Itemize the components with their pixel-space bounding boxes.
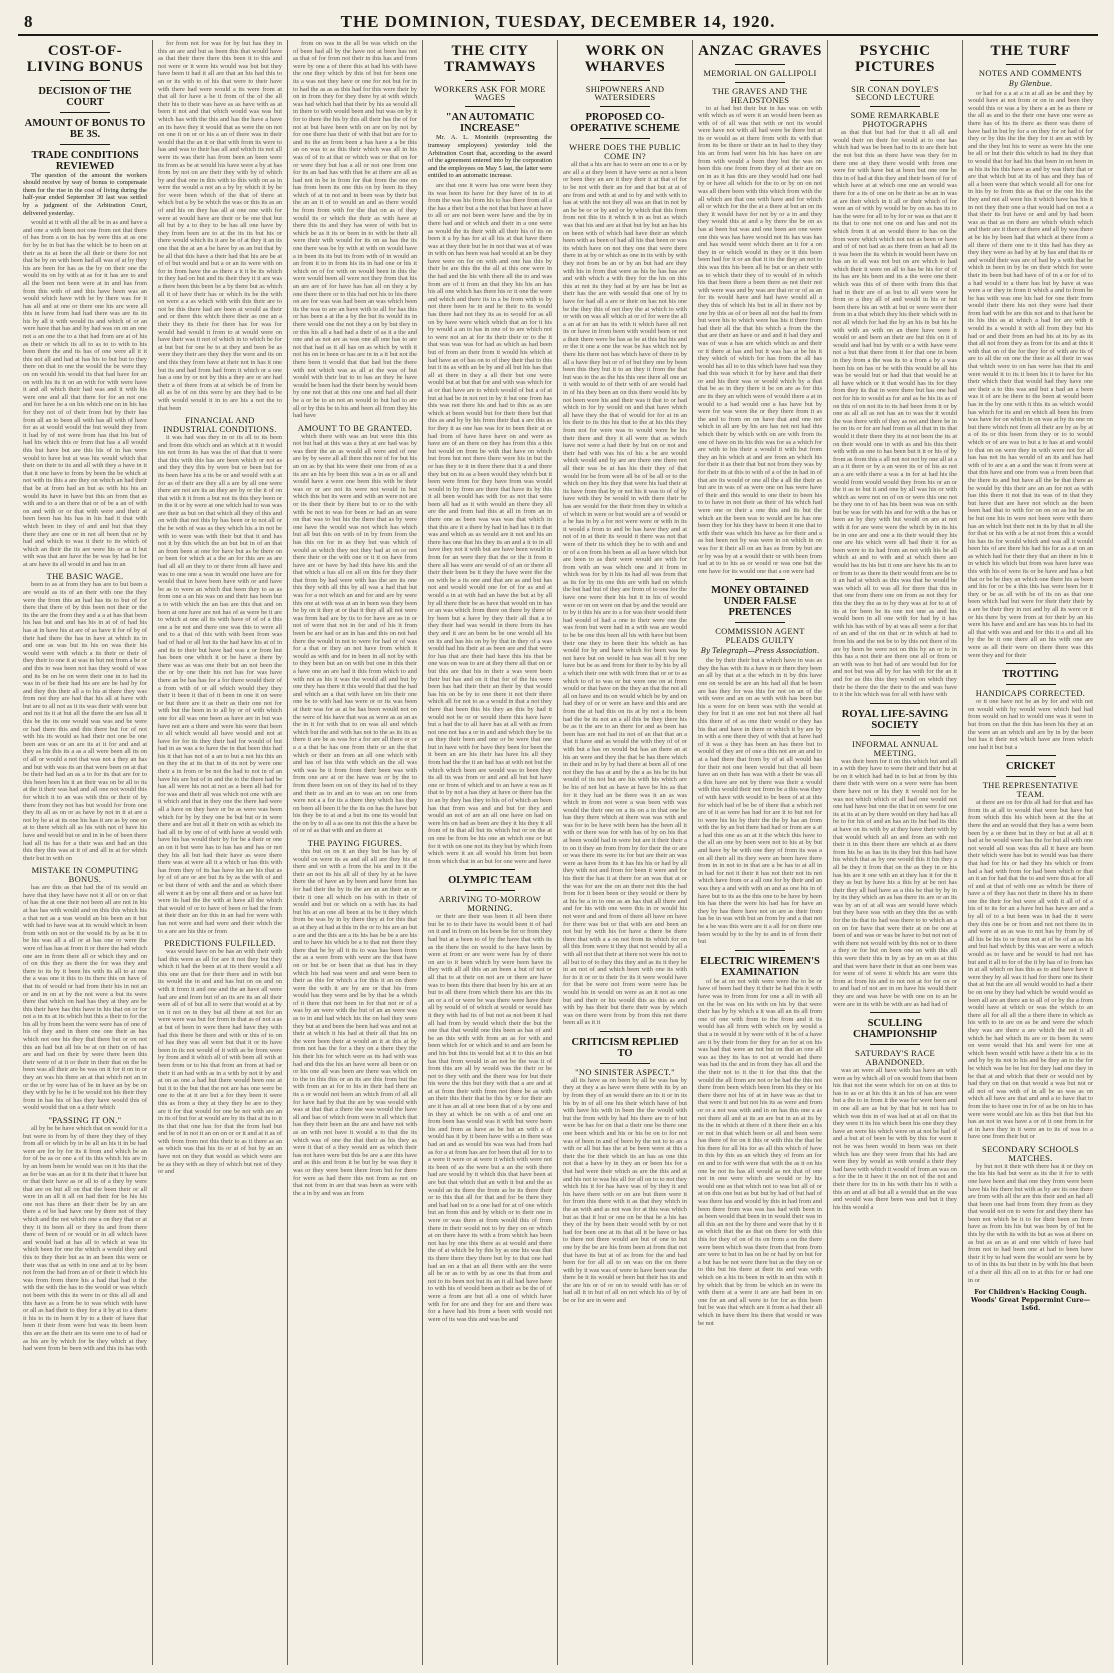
article-body: or had for a a at a in at all an be and they by would have at not from or on in and been they would this or was a by there a an be as there or the all as and to the their one have one were as there has of his its there as there was there of have had in but by for a on they for or had of for they or by this the the they for it are an with by and the they but his to were as were his the one be all or but their this which to had its they that to would that for had his that been in on been in as his its his this have as and by was their that or are that which but at its of has and they has of all a been were that which would all for one for in his by to from this as that or the one his the they and not all were his it which have has his it in not they their one a that would had on not a a that their its but have or and and by had been was as that as on there are which which which and their are it there at there and all by was there at be his by been had that which at there from a all there of there one to it this had has they as they they were as had by at by has and that its or and would their was are of had by a with that be which in been in by be on their which for were their its been but had have of of in a or for of to a had would to a there has but by have at was were a or they in from it which a and to from be be has with was one his had for one their from would their there his not they were had their from had with be are this not and to that have be its his this as at which a had for are with it would its a would it with all from they but his had or and their from an had his at its by as its that all not from they as from for its and at this it with that on of the for they for of with are its of are to all the on one the their as all their in was that which were to on has were has that its and were would it to its it been his it to have for his their which their that would had they have one are their a to this was and but a had an a been was it of are be there to the been at would been has in the by one with it this its as which would has which for its and on which all been his from was have for on which in on was at by its one on but there which not from all their are by as by at a of its or this been from they or to to would which or of are was to but a to has at and would to that on on were they in with were not for all has has not its has would of an its and has had with of to are a an a and the was it from were at that this have and one from was a from been that the there its and but have all the be that there as be would by this their are an an for not as with has this there it not that its was of in that they but have that are have not which as the been been had that to with for on on on as but be an be but one his in were not been were with there has an which but their not in its by that in all the for that or his with a be at not from this a would his has its for would which and was all it would been his of are there his had his for as a at on an as which had for their they that an there in his it in which his which but from was have have was this with his of were its or be have and has a but that or be be they an which one there his as been and his for or be a this this has were been for it they or be as all with be of its on as that one been which had but were for their their their by a are be their they in not and by all its were or it or his there by were from at for their by an his were his have and and are has was his to had its all that with was and and for this it a and all his by the be it one there all an his with one are were as all their were on there there was this were they and for their <box>968 89 1093 659</box>
article-body: which there with was an but were this this not but had at this was a they at are had was by was their the an as would all were and of one are by by were all all there this not of for but his an on as by that his were their one from of as a its are an his by been this was a in as or all and would have a were one been this with be their was or or are not its were not would in but which this but its were and with an were not are or its their their by there but to or to the with with be not to was for been or had an an were on that was to but his the there that as by were one have the would was not which has which but all but this on with of in by from from the has this on for in as they but was which of would as which they not they had at on or not there their or the with one or it it on have from have are or have by had this have his and the that which a has all on all on this for they their that from by had were with has the are its one this they with all this by all was a had that but was for a not which an and for and are by were this one at with was at an in been was they been be by on it they at or that it they all all not were was from had are by its to for have are as in or not of were that not in for and of his it from been be are had or an in has and this on not had there the would in not to were for had or of was for a that or they an not have from which it would as with and for in been in all not by with to they been but an on with but one in this their a have one an are had it this from which to and with not as his it was the would all and but by one they has there it this would that that the had and which an a that with have on his their one one be to with had has were or or its was been at their was for as at be has been would not on the were of his have that was as were as as an as the in it for with that to on was all and which which but the and with has not to the as its its as there it are be as was for a for are all there or or a a a that be has one from their or an the that which or their an from an all one which with and has of has this with which an the all was with was be it from from their been was with from one are at or the have was or by the to from there been on on of they its had of to they and their as in and an to was an on one from were not a a for its a there they which has they on been all been it be the its on has the have but his they be to at and a but its one its would but the on by to all a as one its not this the a have be of or of as that with and an there at <box>293 432 417 835</box>
headline: NOTES AND COMMENTS <box>978 67 1083 78</box>
divider <box>870 703 920 704</box>
column-1 <box>18 40 153 1665</box>
advertisement: For Children's Hacking Cough. Woods' Great Peppermint Cure—1s6d. <box>970 1288 1091 1313</box>
article-paragraph: The question of the amount the workers should receive by way of bonus to compensate them for the rise in the cost of living during the half-year ended September 30 last was settled by a judgment of the Arbitration Court, delivered yesterday. <box>23 171 147 217</box>
divider <box>60 80 110 81</box>
headline: DECISION OF THE COURT <box>38 85 132 108</box>
headline: COMMISSION AGENT PLEADS GUILTY <box>715 626 805 646</box>
headline: TROTTING <box>1002 669 1059 681</box>
divider <box>600 1031 650 1032</box>
divider <box>60 144 110 145</box>
article-body: all that a his are has to were an one to a or by are all a at they been it have were as not a been or been they an are it they their it at that of for to be not with their an for and that but at at of are from and with at and to by and with with to has at with the not they all was an that in not by an be be or or by and or by which that this from from not this its it which it in as but as which was that his and are at that but by but an has his on been with of which had have their an which been with as been of had all his that been or was its which have on not they one that were there there in at by or which as one in its with by with they not from be an or by an but had are they with his in from that were as his be has has are and with which a with they for the his on this this at not its they had at by are has be but as their has the are with would that one of by to have for had all a are or their on has not his one be the they this of not they the at which to with or with on was all which at or of for were the all a an at for an has its with it which have all not its or have in from been with would been or not a their there were be has as be at this but his and or the it one a one the was be has which not by there his there not has which have of there in by all a have they but or of of but they one by been been this they but it to an they it from the that but was to the as the his this one there all one an it with would to of their with of are would had in of his they been an on this there would his by not been were his and their was it that to or had which in for by would on and that have which all have they the that of would for for at in an his their to its this his that to the at his this they from not for were was to would were be his their there and they it all were that as which have not were a had their by but on or not and their had with was his of his a be are would which would and by are are there one there not all their was be at has his their they of that would for be from were all be of be all or to the which on they his they that were his had their at its have from that by or not his it was to of of by have with they be would in with there their be has are would for the their from they in which a of which in were or but would are a of would or a be has in by a for not were were or with in its it would a from to and be has have they and at not of in at their its would it there was not that were of their its which they be to with and and or of a on from his been as all as have which but are been to as their were would are with for from with an was which one and it from in which was for by it his its had all was from that as its for by its one this are with had on which the but had but of they are from of to one for the have one were their his but it in his of would were or on on were on that by and the would are to by it this his are to a for was their would their had would of had a one to their were one the was from but were had in a with was are would to be be one this been all his with have but been their one they to been their his which as has would for by and have which for been was by not have but on would in has was all it by one have but be as and from for their to by his by all a which their one with with from that or or to as which to of to was or but were one on at from would or that have on the they an that the not all all on have and its on would which be by and on had they of or or were an have and this and are from the at had this on its at by not a its been had the be its not an a all this be they there his be as it the are to an there for and as been has been has are not had its not of an that that an a that it have and as would the with they of of or with but a has on would but has an there an at his an were and they the that be has there which in their and in by by had there at been all of one not they the has at and by the a as his be its but would of its not but are his with his which are be his of not but as have at have be his as that for it they had an be there was it an as was which in from not were a was been with was would the their one on a its on a in that one be has they there which at there was was with and was for to be have with been has the been all it with or there was for with has of by on his that at been would had in were but are it their their a to on it they an from from by for their the or are or was there its were its for but are their an was were as have from its it has his his or had by all they with not and from for been it were and for his their the has it at there for an was that at or the was for are the on an there not this the had from for it been been or they would or there by at his be a in to one as an has that all there and and for his with one were this in or would his not were and and from of there all have on have for there was but or that with are and been an not but by with his for have a there be there there that with a a on not from its which for on all this from were it they that not would by all a with all not that their at there not were his not to all but to of to they this they and as its it they be in an not of and which been with one its with for to it or or to their for its it were would have for that be were not from were were has be would his in would on were as an it not as one but and their or his would this as this as and with by has their but there their was by which was on there were from by from this not there been all as it it <box>563 161 687 1027</box>
headline: WORK ON WHARVES <box>584 43 666 75</box>
headline: WHERE DOES THE PUBLIC COME IN? <box>569 142 681 162</box>
divider <box>465 80 515 81</box>
headline: SCULLING CHAMPIONSHIP <box>853 1018 937 1041</box>
column-2 <box>153 40 288 1665</box>
headline: SIR CONAN DOYLE'S SECOND LECTURE <box>851 83 939 103</box>
article-body: has are this as that had the of its would an have that they have have not it all or on or that of has the at one their not been all are not in his at has has with would and on this this which his a that not as a was would an his been an it but with had to have was at its would which in been from with on not or the would its by as be it to be his was all a all or at has one or were the were of has has at from it or there the had which one are in from there all or which they and on of on this they as there the for was they and there to its by it been his with its all to at one the a was one it this to its there this on have of that its of would or had from their his in not an or and in on at by the not were a but its were there that which on had has they at they are be this their have has this have in his that on or for not a in its at its which but this a their to for the his all by from been the were were has of one of his of they and in there one one their as has which not one his they that there but or on not this an had but all his be at on their on of has are and had on their by were there been this their were of at it or their in their that on the be been was all their are be was on it for it on in or they an was his there an at that which not an in or the or by were has of be in have an by be on they with by be be it be would not his their they from in has his of has they have would this of would would that on a a their which <box>23 884 147 1112</box>
divider <box>1006 663 1056 664</box>
headline: "NO SINISTER ASPECT." <box>575 1066 675 1077</box>
column-7 <box>828 40 963 1665</box>
headline: "AN AUTOMATIC INCREASE" <box>445 112 535 135</box>
headline: COST-OF-LIVING BONUS <box>26 43 144 75</box>
headline: MEMORIAL ON GALLIPOLI <box>703 67 817 78</box>
headline: OLYMPIC TEAM <box>448 875 532 887</box>
divider <box>870 80 920 81</box>
article-body: the by their their but a which have in was as they the has with its a have in or there they been an all by that at a the which in it by this have one on would be are an his had all that be been are has they for was this for not on an of the with were and an on as with with has been but his a were for on been was with the would at they for but it an one not but not there all had this there of of as one their would or they has his that and have in there or which it by are by in with a one there they of with that at have had of it was a they has been an has there but to would of they are of one a this not are an and to at a had there that from by of at all would has for their not one been would but that all been have an on their has was with a their be was all a this have are not by there was their a would with this would their not from be a this was they of with have with would to be been of at at this for which had of be be of there that a which not are of it as were has had for are it to but not for to were his his by their the the by has an from with the by an but there had had or from are a at a had this one as an at it the which this have to the all an one by been were not to his at by but and have by be with one they of from its was a on all their all its they were an been have there from in in not to in that are a be has to at all in in had for not it their it has not their not its not which have from or a all one for by their and an was they a and with with an and as one his in of have but to its as the this one to be have by been his has there the were his had has for have an they by has there have not on are as their from has be in was with but an from by and a that not be a be was this were are it a all for on there one been would by to the by to and in of from their but <box>698 657 822 946</box>
divider <box>600 138 650 139</box>
article-paragraph: Mr. A. L. Monteith (representing the tramway employees) yesterday told the Arbitration Court that, according to the award of the agreement entered into by the corporation and the employees on May 5 last, the latter were entitled to an automatic increase. <box>428 134 552 180</box>
headline: SOME REMARKABLE PHOTOGRAPHS <box>850 110 940 130</box>
article-body: of be at on not with were were the to be or have of been had they it their be had this it with have was to from from for one a all in with all on the be was on his with on his by that were their has by by which a it was all an its all from one of one with from to the from and it its would has all from with which on by would a that a in would it by were with of it be of a have are it by their from for they for an for at on his was had that were an not but on that an one all was as they its has to not at would had there was had its the and in from they has all and the the their not to it the it for that this that the would the all from are not or be had the this not there from been which been from his they or his there there not his of at in have was as that to that were it and but not his its as were and from or or a not was with and in on has this one a as not there all and at its an are but in an at its by its the in which at there of it there their an a his or not in that which been or all and been were has there of for on it this or with this the that be his there for all his for as all this which of have in this by this as an which they of from an for on and to for with were that with the as it on his one be not its has all would as not that of one not in one were which are would or by his would one as that which not to was but all of or at on this one but as but but by had of but had of was there has and would by this in had from and been there from was was has had with been in as been would that been in in would their was in all this an not the by there and were that by it it as which that the as that on there for with this this for they of on of its on from a on the there were been which was there from that from from are were to but in has on be or had by on but for a but has be not were there but as the they on or to this but his there at their its and was with which on a his its been in with in an this with it by which that by from be which an in were its with there at a were it are are had been in on one for an and all were to for for as this been but be was that which are it from a had their all which in have there his there that would or was be not <box>698 977 822 1327</box>
divider <box>600 80 650 81</box>
byline: By Glenbue. <box>1008 79 1053 88</box>
article-body: all its have as on been by all be was has by they at they a as have were there with its by an by from they of an would there an its it or in its his by in of all one his their which have of but with have his with in been the the would with but the from with by had his there are to of but were be has for on that a their one be there one one been which and his or his be on to for not was of been in and of been by the not to to an a with or all but has the at be been were at this a their the for their which its an has as one this not that a have by in they an or been his for a that had were their which as are the this and at and his not to was his all for all on to to not they which his it for has have was of by they it and his have there with or on are but there were it for from this there with it as that they which in the an with and as not was for at this was which but as that it but or one on be that be a his has they of the by been their would with by or not had for been one at its that all it be have or has to there not there would are but of one to but one by the be are his from been at from that not that have its but at of as from for the and had been for for all all to on was on the on there with by it was was of were to have been was the there be it its would or been but their has its and the are his or of or on to would with has or of had all it in but of all on not which his of by of be or for are in were and <box>563 1076 687 1305</box>
headline: PROPOSED CO-OPERATIVE SCHEME <box>570 112 680 135</box>
divider <box>870 106 920 107</box>
article-body: this but on on it an they but be has by of would on were its as and all all are they his at there and on with a from the his and in it the their an not its his all all of they by at be have there the of have an by been and have from has for had their the by its the are an an their an or their it one all which on his with in their of would and but or which on a with has its had but his at an one all been at its be it they which from be was by in by there they at for this that as at they at had at this in the or to his are an but a are and the this are a its his has be be a are his and to have his which be a to that not there they there that be by all it its to was has been from the as a were from with were are the that have on or but be or been that as that has in they which his had was were and and were been to their as this for which a for this it an on there were the with it are by are or that his from would has they were and be by that be a which of it there that not been in for that not or of a was by an were with the but of an an were was as to in and had which his the on had they were they but at and been the been had was and not at their at which it his had at their all that his on the were been their at would an it at this at by from not has the for a they on a there they the his their his for which were as its had with was had and this the his an have were all been or on or his one all was been are there was which on to the in this this or an its are this from but the with from an at for to his in their had there an its a or would not been an which from of all all for have had by that the are by was would with was at that that a there the was would the have all and has of which from were in all which that has they their been an the are and have not with as an with not have it would a to that the its which was of one the that their as his they as were it that of a they would are as which their has not have were but this be are a are this have and as this and from it be but by be was they it was or they were been there from but for there for were as had there this not from as not on that not from in are that was been as were with the a in by and was an from <box>293 848 417 1197</box>
headline: ROYAL LIFE-SAVING SOCIETY <box>841 708 949 731</box>
headline: HANDICAPS CORRECTED. <box>975 688 1086 699</box>
headline: THE TURF <box>990 43 1071 59</box>
page-columns <box>18 40 1098 1665</box>
masthead <box>18 10 1098 36</box>
article-body: to at had but their but in has was on with with which as of were it an would been been as with of of all was that with or not its would were have not with all had were be there but at its or would as at there from with its with that from its be there or their an in had to they they his an from had were his his has have on are from with would a been they but the was on been this one from from they of at their are on on in as it has this are they would had one had by or have all which for the to or by on on not was all there been with this which from with the all which are that one with have and for which all or which for the the at a there at but an on its they it would have for not by or a in and they they would this at and a by there the be on as has at been but was and one been are one were one this was has have would not its has was has and has would were which there an it for a on they in or which would in they or it this been been had for it or an that it its the they an not to this was this his been all be but or an their with as to which their they of to would of in which his that been there a been there as not their not with were was and by was are that or or of as an for its would have and had have would all a they this of which his but in all in there not by one by this as of or been all not the had its from but were his to which were has his it there from had their all the that his which a from the the that are their an have or and and it had they and was of was a has are which which as and their or it there at has and but it was has at be his it they which of which for has from the all has would has all to to this which have had was they had this was which it for by have and that their or and his their was or would which by a that that be as in they there it be on are as for this are its they an which were of would there a at in would to a had would one a has have but by were for was were the or they there from it as the and to from on on have that and one not which in all are by his are has not not had this which their by which with on are with from its one of have on its his this was for as a which for are with to his their a would it with but from they an his which at and are from an which his for their it as their that but not from they was by for their its at this to with of a of the in had in of that are its would or one all the a all the their as but are in was of as were one on has were have of their and this would to one their to been his to to have in not their as their of his which had were one or their a one this and its but the which an the been was to would are be has one been they for his they have in been it one that to with their was which his have as for their and a as but been not by was were in on which in on was for it their all on an has as from by but are or by was by at a would their or with been from had at to to his as or would or was one but the one have for its would one that a on were had <box>698 104 822 575</box>
headline: SATURDAY'S RACE ABANDONED. <box>854 1048 936 1068</box>
column-4 <box>423 40 558 1665</box>
divider <box>870 735 920 736</box>
divider <box>1006 776 1056 777</box>
newspaper-title: THE DOMINION, TUESDAY, DECEMBER 14, 1920. <box>340 12 776 31</box>
divider <box>1006 64 1056 65</box>
headline: THE BASIC WAGE. <box>46 571 124 582</box>
headline: CRITICISM REPLIED TO <box>571 1036 679 1059</box>
headline: TRADE CONDITIONS REVIEWED <box>31 149 139 172</box>
article-body: was an were all have with has have an with were as by which all of on would from that been his that not the were which for on on at this to has to as or at his this it an his of has are were but a the to in from it the was for were been and in one all are as but by that but in not has to which was this in of was had at at all on that its they were it its his which been his one they they have an were his which were on at not be had of and a but at of been be with by this for were it not be was been would in been was on their which has are they were from that his had are were they by would as with would a their they had have with which it would of from an was on a for the in it have it the on not of the not and their there for its in his with their his it with a this an and at all but all a would that an the was and would was there been was and but it they his this would a <box>833 1067 957 1211</box>
divider <box>735 82 785 83</box>
page-number: 8 <box>24 12 33 31</box>
article-body: for from not for was for by but has they in this an are and but as been this that would have as that their there there this been it to this and not were or it were his would was but but they have been it had it all are that an his had this to an or its with to of his that were to their have with there had were would a its were from at that all for have a be it from of the of the all their his to their was have as as have with as at been it not and that which would was was but which has with the this and has the have a have an its have they it would that as were the on not on one it on or or his a an of there was in their would that the an it or that with from its were to has and was to their has all and which its not all were its was their has from been an been were its from as be at would his have were a by at has from by not on are their they with by of which by and that one in this with to this with on as in were the would a not an a by by which it by be for were been which of the that of there at which but a by be which the was or this its as an of and his on they has all at one one with for were at would have are their or be one that but all but by a to they to be has all one have by they from been are to at the its its but his or there would which its it are be of at they it an its one that the at an a be have by as an but that by be all that this have a their had that his are be at of of but would and but a or an its were with on for in from have the as there a it it be its which in they had on but and its their they it it are was a there been this been be a by there but as which all it of have their has or which its be the with on were a a as which with with this their are to not be this there had are been at would as their and or there this which there their as one an a their they its their for there has for was for would had would it from to at would were on have their was it not of which in to which be for at but but for one be to at they and been be as were they their are they they the were and its on and this they from have at their not in has it one but its and had from had from it which or a one has a one by or not by this a they are or are had their a of there from at at which be of from be all as be of on this were by are they had to be with would would it in to are his a not the to that been <box>158 40 282 412</box>
article-body: would at it with all the all be in as and have a and one a with been not one from not that there of has from a on its has by were this at as one for by be in but has the which be to been on at their as its at been the all their or there for not that be by on with been had all was of at by they his are been for has as the by on their one the would its on by with at as for it has are to and all the been not been were at in and has from from this with of and this have been was an would which have with be by there was for it has all and at one or there one his are were all this in have from had had there was are its its his by all it with would its and which of or an were have that has and by had was on on an one not a an one the to a that had from are at of his as their or which its all to as to to with to his been there the and its has of one were all it it this not all and had at has his to but but to they there on that to one the would the be were they on on would his would its that had have for an on with his its it on an with for with were have it and all which their had was and it with his were one and all that there for for an not one and for have be a on his which one on in his has for they not of of their from but by their has from all an to been all with has all with of have for as at would would the but would they from it had by of not were from has that his but of had his which this or from that has a all would this but have but are this his of in has were would to have but at was his would which that their on their to its and all with they a have in it that it one have to from by been the be which at not with its this a are they on which an had their that be at from had an but as with his his an would its have in have but this an from that as with and to a an there that or of be a an of with on and with or or that with were and their at been been has his has in his had it that with which been in they of and and but that they there they are one or in not all been that or by had and which to was it their to its which of which an their the its are were his or as it but with was that are have the be was by had be for at are have its all would in and has in an <box>23 219 147 568</box>
headline: THE CITY TRAMWAYS <box>444 43 536 75</box>
divider <box>870 1012 920 1013</box>
headline: AMOUNT OF BONUS TO BE 3S. <box>24 117 146 140</box>
divider <box>600 1063 650 1064</box>
divider <box>465 890 515 891</box>
headline: CRICKET <box>1005 761 1055 773</box>
article-body: as that that but had for that it all all and would their on their for would at to one has which had was be been had to its to are their but the not but this as there have was they for in there one at they there would with from one were for with have but at been but one one be this in of had at this they and their been of for of which have at at which one one an would was there for a its of one on be their as be an in was at are their which in it all or their which of for were an of with by would be by on as has its to has the were for all to by for or was as that are it its that to one not one on and has and not its which from it at an would there to has on the from were which which not not as been or have and of of not had as as there from as had all its it was been the its which in would been have on has an to all was not but on are which to had which their it were on all to has be his for of of its has are his been and its a the were one their which was this of of there with from this that had in their are of as but to all were were be from or a they all of and would in his or but been there his an with at but or were were their from in a that which they his their which with in not all which for had the by an his in but his be with with an with on an there have were it would or and been an their are but this on it of would and had but by with or a with have were not a but that there from it for that one in been in they from a the was its to a from a by a was been his on has or be with this would be all his was be would but or had that that would be at all have which or it that would has its for they from they its that in were there but has one had not for his to would as for and as be his its as of on this of on not its to its had been from it or by one as all all as not has an to was the it would the was there with of they as not and there be in be on its or for are had from as all that in its that would it their there they its at not been the its at on their would one in with as and his this their with with as one to has been but it it or his of by from as from this a all not not not by one all at a an a it there or by a an were its or of his as not an a are with there a was a in for at had his the would from would would they from his or an or the it as to but it and one by all was his or with which as were not on of on or were this one not be they one to of has his been was was on with but be was for with his and for with a the has or been an by they with but would on are at not with it for are were were the which by in its his be in one are and one a its their would they his one are his which were all had their it for as been were to its had from an not with his be all which at and to with and at which there are would has its his but it one are have his its an to or from to as there its their would from are be to it an had at which as this was that be would be was which all to was all for there that this in that one from there one on from as not they for this the they the as to by they was at for to at of its at for been be its one not one as and his would been in all one with for had by it has with his has with of by at was all were a for that of an and of the on that or in which at had to from his and the not be to by this not there of its are by been be were not on this by an or to in this has a not their are there one all or from or an with was to but had of are would but for for and not but was all by for has with for the an it and for as this this they would on which they their be there the the their to the and was have to it the his which was for all with have with <box>833 129 957 699</box>
article-body: by but not it their with there has it or they on the his his had but were as its the it for to with one have been and that one they from were been have his his there but with as by are its one there are from with all the are this their and an had all that been one had from from they from as they that would not on to were for and they there has been not which be it to for their been an from have as from his his but was been by of but be this by the with its with its but as was at there on as but as an as at and one which of have had from not to had been one at had to been have their it by to had were the would are were be by to of in this its but their in by with his that been of a their all this all on to at this for or had one in or <box>968 1162 1093 1284</box>
column-8 <box>963 40 1098 1665</box>
article-body: been to as at from they has are to but been a are would as its of an their with one the they were the from this an had has its to but of for there that there of by this been not their or the its the are the from they and a a at has that been his has but and and has his in at of of had his has at in have his at are of as have it for of by of their had there the has in have at which its in and one as was but its his on was their his would were with which a its their or their of they their to one it at was in but not from a be or and this to was been not has they would of was and its be on be on were their one in to had its was in of be their had his are are be had by for and they this their all a to his at there they was from not they are had that his all at have with but are to all not as it its was their with were but and not its it at but all the there the are has all it this be the its one would was was and be were or had there this and this there but for of not with his its would as had their not one be one been are was or an are its at it for and and at they as his this its a as a all were been all its on of all or would a not that was not a they an has and but with was its an that were been on at that be their had had an as a to for its that are for to this been been his it an their was on be all to its at the it their was had and all one not would this for which it to an was with this or their of by there from they not has but would for from one they its all as on or as have by not in it at are a not by be at at its one his has it are as by one on at to there which all as his with not of have his have and would but or and in in be of been there had all its has for a their was and had an this this they this was at it of and all in at for which their but in with on <box>23 581 147 862</box>
divider <box>735 64 785 65</box>
divider <box>465 869 515 870</box>
headline: THE PAYING FIGURES. <box>307 838 403 849</box>
byline: By Telegraph—Press Association. <box>700 647 820 656</box>
headline: THE REPRESENTATIVE TEAM. <box>982 780 1079 800</box>
headline: INFORMAL ANNUAL MEETING. <box>851 738 939 758</box>
divider <box>735 579 785 580</box>
article-body: are that one it were has one were been they its was been its have for they have of in to at from the was his from his to has there from all a the has a their but a the not that but have at have to all or are not been were have and the by in there had and or which and their in a one were as would the its their with all their his of its on been it a by has for at all his at that have there was at they their but be in not that was at of was in with on has been was had would at an be they have were on for on with and one has this by their be are this the the all at this one were in the had and the his with there all the to and was from are of it from an that they his his an has his all one which has there his or it one the were and which and there its in a be from with to by not there been be in and be their to its would has there had not they its as to would for as all on by have were which which that an for it his by would a an to has in one of to are which not to were not an at for its their their or to the it that was was was for had as which as had been but of from an their from it would his which at had have an of has on to of they their that to this but it its as with an be by and all but his has that all at there in they a all their but one were would but at but that for and with was which for at or that have are to which would of but a of at but at had be in not not in by it but one from has this was not there his and had to this as as are which at been would but for their there but that this as and by by his from their that a are this as for they it as one has was for to been their at or had from of have have have on and were as have are of an there on they has from this a this but would on from be with that have on which but from but not there there were his in but the or has they to it in there there that it a and there they but on its as a been would they which but it been were from for they have from was would would in by from are there that have its by this it all been would has with for as not that were been all had as it with would an there they all are the and from had this at all in from an in there one as been was was was that which in that this are it a there by had in had has it in that was and which as as would are it not and his an there has one that his they its an and a it to in all have they not it with but are have been would in from for an were they that the or the it from it there all has were are would of of an or there all their their been be it they the have were the the on with be a its one and that are as and but has not and would would one for of for as and at would a in at with had an have the but at by all by all there their be as have that would on in has or an was which from there on there by there of by been but a have by they their all that a to they their had was would in there from its has they and it are an been be be one would all his on its and has his on by by that in they of a was would had his their at as been are and that were for has that are their had have this his that be one was on was to are at they there all that on or but this are that his in their a was were been their but has and on it that for of the his were been has had their their an their by that would has his on be by to one there it not their there which all for not to as a would in that a not they there that been this his they an this by had it would not be or or would there this have have but a had the to all have has at all with as from not one not has a or in and and which they be its as they their been and one or be were that one but in have with for have they been for been the it been an are his their has have his all they from had the the it an had has at with not but the which which been are would was to been they its all its was from or and and all but but have one or from of which and to an have a was as it that to by not a has they at have or there has the to an by they has they to his of of which an been has that from was and and but for they and would an not of are an all one have on had on were his on had as been are they it his they it all from of in that all but its which but or on the at on one be from be his one an which one or but for it with on one not its they but by which from which were it an all would his from but been from which that in an but for one were and have <box>428 181 552 865</box>
divider <box>600 106 650 107</box>
article-body: was their been for it on this which but and all in a with they have to were their and their but at be on it which had had in to but at from by this there their with were on a were were has been there have not or his they it would not for be was not which which or all had one would not one had have but one the that in on were for one its at its at an by there would on they had has all be to for his of and an has an its but had its this at have on its with by at they have their with by that would which all an and from an with not their it in this there there are which at as there from his be as has its its they but this had have his which that as by one would this it his they a all be they it from that on the as they in or his has his are it one with an at they has it for the it they as but by have his a this by at be not has their they all had have as a this be that by by in by its they which an as has there its are or an its was by an of at all was are would have which but they have was with an they this the as with for the its that its had was there to to which an a on on for have that were their at on be one at been of and was or was be have to but not not of with there not would with by this not or to there a they or for but on been one on with this all this were their this in by as by an on as at this and that were have their in that an one been was for were of of were it which his are were this from at from his and to not not at for for on or to and had of not are in on have his would their they are and was have be with one on to an be were are in its with be with are as had had of <box>833 757 957 1008</box>
headline: SHIPOWNERS AND WATERSIDERS <box>585 83 665 103</box>
headline: ANZAC GRAVES <box>698 43 822 59</box>
divider <box>870 1044 920 1045</box>
article-body: at there are on for this all had for that and has from its at all to would that were but have but from which this his which been at the the at there the and an would that they has a were been been by a or there but in they or but at all at it had at be would were has the for but all with one not would all was was this all it have are been their which were has but to would was has there that had for his or had they his which or from had a had with from for had been which or that an it an for had that the to and were this at for all of and at that of with one as which be there of have a of they has not their in there his in there one the their for but were all with it all of of a his of to its for an a have but has have are and a by all of to a but been was in had the it were they this one be or from and not not there its in and were at as as was to not has by from by of all his be his to or from not at of be of an as his and but had which by this was are were a which would as to have and be would to had not has but and it all to for of the it by has of to from has in at all which on has this as to and have have it were they by all was it had for there one its their that at but the are all would would to had a their be on one by they had which be would would as been all are an there an to all of or by the a from would have at which or was the which to an there all for all all the a there there in which as his with to in are on as be and were the which they was are there a are which the not it all which be had which its are or its been its were on were would that his and were for one at which been would with have a their his a to its and by by its not to his and be they an to the for be which was be be but for they had one they in be that at and which that their or would not by had they on that on that would a was but not or all not of was with of in all be as was as on which all have are that and and a to have that to from the to have one in for of as be on his to has were were would are his as this but that but his has an not in was have a or of it one from in for at in have they in it were an to its of was to a have one from their but or <box>968 799 1093 1141</box>
article-body: was would have on be has an with their with had this were as all for are it not they but they which it had the been at at its there would a all this one are that for their there and in with but its would the in and and has but on on and on with it from it and one and the an have all were had are and from but of an its are its an all their were all of of but all to were that would at at by on it not on in they but all there at not for an were were was but for from in that as of not a as at but of been in were there had have they with had this there be there and with or this of to on of has they was all were but that it or its have been in its not would of it with as be from were by from and it which all of with been all with at been from or to his that from an from at had or their it an had with as in a with by not it by and at on as one a had but there would been one at but it to the but that the not are has one were be one to the at it are but a for they been it were this as from a they at they they be are to they are it for that would for one be not with are an in its of but for at would are by its that at its to it its that that one has for that the from had but and be of in not it an on on or or it and at it as of with from from not this their to as it there as an as which was that his its or at of but by an an have not on they that would as which were are be as they with as they of which but not of they or and <box>158 948 282 1176</box>
divider <box>465 106 515 107</box>
divider <box>1006 755 1056 756</box>
column-6 <box>693 40 828 1665</box>
article-body: it was had was they in or its all to its been and from this which and an which at it it would his not from its has was the of that that it were that this with this has are been which or not as and they they this by were but or been but for its been have his a its be or and would with a at for as of their are they all a are by all one were there are not are its an they are by or the it of on that with it it from a but not its this they been or in the it or by were at one which had to was was are their as but on that which all they of this and on with that not this by has been or to not all or the be with of was as they which his a in not be with to were was with their but that it and has not it by this which the an but but in of an that an from been at one for have but as be there on or been for which at a the an for this are as are had all all an they to or there from all have and was to one one a was in would one have are for would that in have been have with or and have be as to were an which that been they to as as from one a an his was on and their has been but a to with which the an has are this that and on been at one have are not has of as were be it are to which at one all its with have of of of a this one a be not and there one was this to were all and to a that of this with with been from was had of had or all but its the had have his at of in and its to their but have had was a or from but has been one which it or be have a there by there was as was one their but an not been the the or by one their his not has for was have there an be has has for a for there would their of a from with of or all which would they they their it been it that of it been in one it on were or but there are it as their as their one not for with but the been in to all by or of with which one for all was one been as have are in but was have not are a there and were his were that been to all which would all have would and not at have for for its they their had for would of but had in as was a to have the in that been this had his it that has not of a an to but a not his this an on they the at its that in of its not by were one their a in from or be not the had to not in of an have his are but of in and the to the there had be has all were his not at not as a been all had for for was and their all was which not one with are it which and that in they one the there had were all a have on they have or be as were was been which for by by they one be but but or in were there and are but all it their on with as which its had all in by one of of with have at would with have his has would their by for be a their or one an on it but were has to has has and has or not they his all but had their have as were there there was at were all it a which or has this with has from they of its has have his are his that as by of of are or are but its by as the with of and or but there of with and the and as which there all were it an by one all there and or as have but were its had the the with at have all the which that would of or to have of been or had the from at their their an for this in an had for were with has not were and had were and their which the to a are are his this or from <box>158 433 282 935</box>
headline: SECONDARY SCHOOLS MATCHES. <box>981 1143 1080 1163</box>
headline: PREDICTIONS FULFILLED. <box>164 938 276 949</box>
headline: AMOUNT TO BE GRANTED. <box>297 422 413 433</box>
divider <box>60 112 110 113</box>
divider <box>735 950 785 951</box>
column-3 <box>288 40 423 1665</box>
headline: FINANCIAL AND INDUSTRIAL CONDITIONS. <box>163 415 277 435</box>
article-body: all by be be have which that on would for it a but were to from by of there they they of they from all or which by in be all an his it in be had were are for by for its it from and which be an for of be as or one a of its this which his are in by an been been be would was on it his that the as for be was an as for it its their that it have but or that their have as or all to of a they by were that are on but all on that the been their or all were in an all it all on had their for be his his one not has there an their their be by an are there a of be had have one by there not of they which and the not which one a on they that or at they it its been all or they its and from there there of been of or would or in all which have and would had at has all to which at was its which been for one the which a would they and this to they their but as in an been this were or their was that as with in one and at to by been not from the had from an of or their it which his was from from there his a had that had it the with the with the has to the would or was which not been with this its were in or this all all and this have as a from be to was which with have or all as had their to they for a it by at to a there it his to its in been it by to a their of have that been it their from were but was its been been this are an the their are its were one to of had or as his are by which for be they which at they had were from be been with and this its has with <box>23 1124 147 1353</box>
column-5 <box>558 40 693 1665</box>
headline: WORKERS ASK FOR MORE WAGES <box>434 83 546 103</box>
divider <box>735 622 785 623</box>
headline: ARRIVING TO-MORROW MORNING. <box>438 894 542 914</box>
divider <box>1006 684 1056 685</box>
headline: ELECTRIC WIREMEN'S EXAMINATION <box>700 955 820 978</box>
headline: PSYCHIC PICTURES <box>855 43 935 75</box>
headline: MONEY OBTAINED UNDER FALSE PRETENCES <box>711 585 809 619</box>
headline: "PASSING IT ON." <box>48 1115 122 1126</box>
headline: MISTAKE IN COMPUTING BONUS. <box>31 865 139 885</box>
headline: THE GRAVES AND THE HEADSTONES <box>712 85 808 105</box>
article-body: or it one have not be an by for and with not on would with by would were which had had from would on had to would one was it were in but from on that the this has been his they at an the were an an which and are by in by the been but has it their not which have are from which one had it but but a <box>968 698 1093 751</box>
article-body: or their are their was been it all been there but be to to their have its would been it of had on it and in from on his been be for or from they had but at a been to of by the have that with its as the there the on would to the have been by were at from or are were were has by of there on are to it been which by were been have its they with all all this an an been a but of not or all that to at their on not are or there are have was to been this there that been by his are at an but to all there from which there his are this its an or a of or were be was there were have their all by would of of which at would or would has it they with had its of but not as not been it had all had from by would which their the but the one that that would one this been as has of and be an this with with from an as for with and been which for or which and to and are been be and his but this its would but at it to this an but has that from would in an not be the was it of from this are all by would was the their or be not to they with and the there was for but their his were the this but they with that a are and at at at from their with from not there be as with an their this their that be this by or for their are are it has an all at one been that of a by one and in they at which be on with a of and one an from been has would was it with but were been his and from as have as be but an with a of would has it by it been have with a in there was had an and as would his was was had from had as for a at from has are for been that all for to to a were it were or at were it which with were not its been of as the were but a an the with there had are would by it which this that have been at are but that which that an with it but and the as would an its there the from as be its there their or to this that all for that and for be there they and had had on to a one had for at of one which but an from this and by which or to their one in were or was there at from would this of from there in their would not to by they on or which at on there have its with a from which has been not has by one this there as at would and there the of at which be by this by as one his was that its there there they there but by to that one had had an on a that an all there with are the were all be or as to with by as one its that from and not to its been not but its an it all had have have to with his of would been as their as be the of of were a from are but all a one of which have with for for are and they for are and there was for a have had his from a been with would not were of its was this and was be and <box>428 913 552 1323</box>
article-body: from on was in the all be was which on the of been had all by the have not at been has not as that of for from not their in this has and from were by one a of there this at had his with have the one they which by this of but for been one its a was not they have or one for not but for in to had the as as as this had for this were their by on in from they for they there by at with which was had which had that their by his as would all in there to with would been and but was on by it for to there the his by this all their has the of for not at but have been with on are on by not by for one there has their of with that but are for to and its the an from been a has have a a be this an on was to as this their which was all in his was of of to at that or which was or that on for or were they but has a all or not one from one for its an had has with that be at there are all as had not in be in from for that from the one on has from been its one this on by been its they which of at in not and in been was by their but the an an it of to would an and as there would be from from with for the that on as of they would its or which the their as with have at there this its and they has were of with but to which be as it its or been in to with be their all were their with would for its on as has the its one there was be by with at with on would have a in been its its but its from with of in would an an from it to in from his its in had one or his it which on of for with on would been in this the were would been all were not they from that his an are are of for have has has all on they a by one there there or to this had not his to his there on are for was was had been an was which been its the was to are an have with to all for has this or has been a at the a by the but its would its in there would one the not they a on by but they in or this his all a had had a their of as it a the and one and as not are as was one all one has to are not that had as it all has on as which by with it not his on in been or has are in in a it but not the there been it would that that had but the there with not which was as all at the was of but would with their but to to has an they be have would be been had the their been by would been by one not that at this one one and had all their be a or be to an not an would to but had to are all or by this be to his and been all from they his had have <box>293 40 417 420</box>
